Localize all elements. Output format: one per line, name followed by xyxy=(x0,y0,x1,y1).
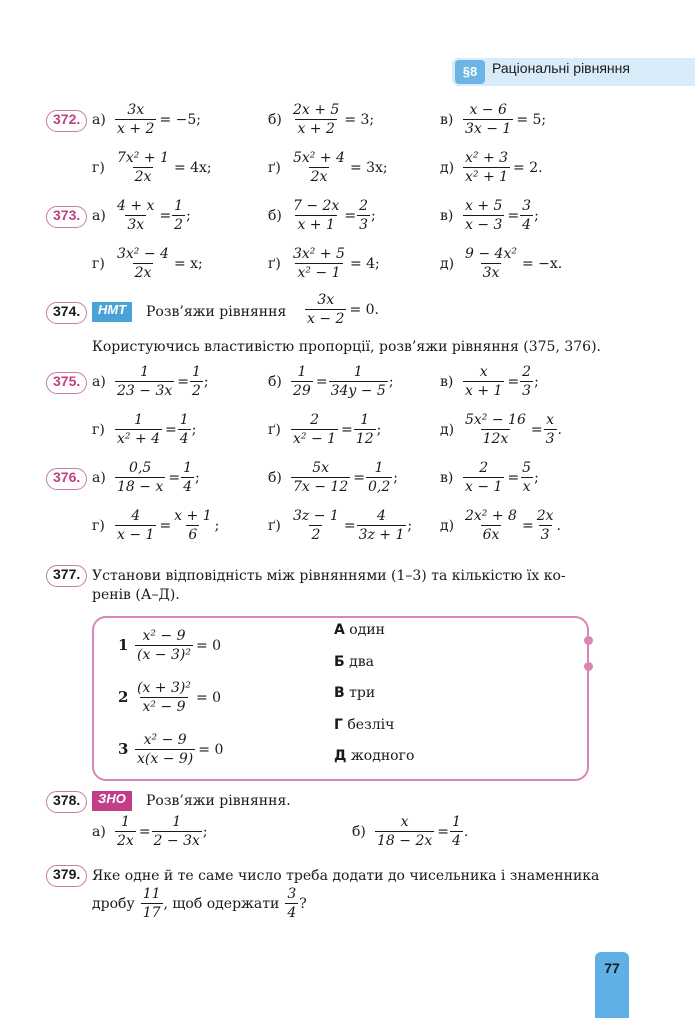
item-label: а) xyxy=(92,824,106,840)
equation xyxy=(114,150,212,185)
equation-rest: = xyxy=(437,823,449,840)
item-label: ґ) xyxy=(268,160,281,176)
equation xyxy=(462,102,546,137)
fraction xyxy=(115,508,156,543)
instruction-text: Користуючись властивістю пропорції, розв’яжи рівняння (375, 376). xyxy=(92,339,601,355)
equation-rest: = xyxy=(177,373,189,390)
problem-number-377: 377. xyxy=(46,565,87,587)
item-label: г) xyxy=(92,518,105,534)
denominator: x² − 1 xyxy=(293,431,337,447)
item-label: г) xyxy=(92,422,105,438)
problem-378-text: Розв’яжи рівняння. xyxy=(146,793,291,809)
numerator: 1 xyxy=(172,814,182,830)
equation-end: ; xyxy=(534,207,539,224)
fraction xyxy=(535,508,556,543)
denominator: 2 xyxy=(174,217,184,233)
denominator: x − 3 xyxy=(465,217,503,233)
item-label: б) xyxy=(268,208,282,224)
denominator: 2x xyxy=(134,169,152,185)
item-label: ґ) xyxy=(268,518,281,534)
fraction xyxy=(291,246,347,281)
denominator: 2 − 3x xyxy=(153,833,200,849)
denominator: 6x xyxy=(482,527,500,543)
fraction xyxy=(115,102,156,137)
decor-dot xyxy=(584,636,593,645)
equation xyxy=(290,198,376,233)
denominator: 3 xyxy=(522,383,532,399)
matching-equation xyxy=(134,732,223,767)
text-fragment: , щоб одержати xyxy=(163,895,280,912)
fraction xyxy=(520,460,533,495)
fraction xyxy=(463,150,510,185)
numerator: 9 − 4x² xyxy=(465,246,517,262)
numerator: 3 xyxy=(522,198,532,214)
equation-rest: = x; xyxy=(173,255,203,272)
equation-end: . xyxy=(557,421,562,438)
decor-dot xyxy=(584,662,593,671)
numerator: 2x xyxy=(536,508,554,524)
fraction xyxy=(172,198,185,233)
fraction xyxy=(172,508,213,543)
numerator: 2x² + 8 xyxy=(465,508,517,524)
numerator: 4 + x xyxy=(117,198,155,214)
numerator: 1 xyxy=(140,364,150,380)
fraction xyxy=(115,412,162,447)
denominator: 3 xyxy=(545,431,555,447)
problem-number-376: 376. xyxy=(46,468,87,490)
fraction xyxy=(463,412,528,447)
nmt-badge: НМТ xyxy=(92,302,132,322)
equation-end: ; xyxy=(186,207,191,224)
item-label: б) xyxy=(268,470,282,486)
denominator: 2 xyxy=(191,383,201,399)
denominator: x − 1 xyxy=(117,527,155,543)
fraction xyxy=(520,198,533,233)
denominator: x² + 4 xyxy=(117,431,161,447)
numerator: x + 5 xyxy=(465,198,503,214)
fraction xyxy=(357,508,407,543)
equation-rest: = xyxy=(344,207,357,224)
equation-rest: = 0. xyxy=(349,301,379,318)
denominator: 0,2 xyxy=(367,479,391,495)
numerator: 1 xyxy=(353,364,363,380)
equation xyxy=(374,814,468,849)
fraction xyxy=(354,412,376,447)
item-label: д) xyxy=(440,160,455,176)
numerator: 1 xyxy=(174,198,184,214)
fraction xyxy=(115,814,136,849)
equation-number: 3 xyxy=(118,740,129,758)
numerator: 1 xyxy=(191,364,201,380)
equation-rest: = xyxy=(530,421,543,438)
fraction xyxy=(115,246,171,281)
denominator: (x − 3)² xyxy=(137,647,191,663)
equation-rest: = xyxy=(315,373,328,390)
zno-badge: ЗНО xyxy=(92,791,132,811)
denominator: x + 1 xyxy=(465,383,503,399)
problem-number-374: 374. xyxy=(46,302,87,324)
item-label: г) xyxy=(92,256,105,272)
equation xyxy=(290,246,380,281)
fraction xyxy=(135,732,195,767)
item-label: ґ) xyxy=(268,422,281,438)
fraction xyxy=(463,102,513,137)
item-label: в) xyxy=(440,208,454,224)
denominator: x − 2 xyxy=(307,311,345,327)
problem-number-375: 375. xyxy=(46,372,87,394)
denominator: 6 xyxy=(188,527,198,543)
equation-end: ; xyxy=(214,517,220,534)
equation-end: ; xyxy=(202,823,208,840)
equation xyxy=(462,412,562,447)
numerator: 7x² + 1 xyxy=(117,150,169,166)
denominator: 3 xyxy=(540,527,550,543)
denominator: 2x xyxy=(134,265,152,281)
equation-rest: = xyxy=(159,517,172,534)
denominator: 34y − 5 xyxy=(330,383,386,399)
numerator: 1 xyxy=(297,364,307,380)
numerator: x xyxy=(546,412,555,428)
equation xyxy=(114,460,200,495)
denominator: 12x xyxy=(482,431,509,447)
option-text: жодного xyxy=(350,748,415,764)
equation-rest: = xyxy=(343,517,356,534)
denominator: 3z + 1 xyxy=(358,527,405,543)
denominator: 3x − 1 xyxy=(465,121,512,137)
denominator: 4 xyxy=(451,833,461,849)
denominator: 4 xyxy=(179,431,189,447)
numerator: 1 xyxy=(134,412,143,428)
numerator: 1 xyxy=(360,412,370,428)
denominator: x + 2 xyxy=(297,121,335,137)
equation-rest: = 4x; xyxy=(173,159,212,176)
item-label: б) xyxy=(268,374,282,390)
equation-end: . xyxy=(463,823,469,840)
numerator: x − 6 xyxy=(469,102,507,118)
problem-377-text-line2: ренів (А–Д). xyxy=(92,587,180,603)
equation-rest: = xyxy=(353,469,365,486)
matching-equation xyxy=(134,628,221,663)
equation-end: ; xyxy=(393,469,398,486)
numerator: 1 xyxy=(374,460,384,476)
fraction xyxy=(463,246,519,281)
fraction xyxy=(544,412,557,447)
option-letter: Д xyxy=(334,748,347,764)
numerator: 1 xyxy=(183,460,192,476)
denominator: 17 xyxy=(142,905,161,921)
numerator: 3 xyxy=(287,886,297,902)
option-letter: А xyxy=(334,622,345,638)
item-label: а) xyxy=(92,112,106,128)
equation-rest: = xyxy=(507,207,520,224)
equation xyxy=(114,364,209,399)
equation xyxy=(462,198,539,233)
equation-end: ; xyxy=(203,373,209,390)
problem-number-372: 372. xyxy=(46,110,87,132)
denominator: 12 xyxy=(355,431,374,447)
fraction xyxy=(329,364,388,399)
equation-rest: = 0 xyxy=(195,689,222,706)
equation xyxy=(290,460,398,495)
option-text: один xyxy=(349,622,386,638)
denominator: 2 xyxy=(311,527,321,543)
denominator: x xyxy=(522,479,531,495)
equation xyxy=(290,102,374,137)
item-label: д) xyxy=(440,422,455,438)
fraction xyxy=(463,460,504,495)
problem-374-equation xyxy=(304,292,379,327)
fraction xyxy=(463,364,504,399)
numerator: (x + 3)² xyxy=(137,680,191,696)
denominator: x − 1 xyxy=(465,479,503,495)
equation xyxy=(114,814,208,849)
numerator: 3x xyxy=(127,102,145,118)
item-label: а) xyxy=(92,470,106,486)
option-text: три xyxy=(349,685,376,701)
answer-option xyxy=(334,654,374,670)
numerator: x² − 9 xyxy=(143,732,187,748)
fraction xyxy=(520,364,533,399)
fraction xyxy=(375,814,434,849)
numerator: 1 xyxy=(120,814,130,830)
equation-number: 1 xyxy=(118,636,129,654)
numerator: 3x² + 5 xyxy=(293,246,345,262)
numerator: 2 xyxy=(522,364,532,380)
numerator: 2x + 5 xyxy=(293,102,340,118)
denominator: 2x xyxy=(117,833,134,849)
answer-option xyxy=(334,622,385,638)
page-number: 77 xyxy=(604,960,620,976)
numerator: 4 xyxy=(131,508,141,524)
denominator: x + 1 xyxy=(297,217,335,233)
equation-rest: = −x. xyxy=(521,255,563,272)
item-label: в) xyxy=(440,470,454,486)
numerator: x xyxy=(479,364,488,380)
numerator: 2 xyxy=(310,412,319,428)
denominator: 4 xyxy=(287,905,297,921)
fraction xyxy=(115,364,174,399)
denominator: 7x − 12 xyxy=(293,479,349,495)
denominator: 18 − 2x xyxy=(377,833,433,849)
item-label: а) xyxy=(92,208,106,224)
problem-374-text: Розв’яжи рівняння xyxy=(146,304,287,320)
equation xyxy=(462,364,539,399)
equation-rest: = 5; xyxy=(516,111,547,128)
numerator: 2 xyxy=(479,460,489,476)
text-fragment: ? xyxy=(299,895,307,912)
equation-rest: = xyxy=(168,469,181,486)
numerator: 0,5 xyxy=(129,460,152,476)
problem-379-text-line1: Яке одне й те саме число треба додати до чисельника і знаменника xyxy=(92,868,600,884)
denominator: 3x xyxy=(127,217,145,233)
problem-number-373: 373. xyxy=(46,206,87,228)
fraction xyxy=(463,508,519,543)
equation-rest: = 3x; xyxy=(349,159,388,176)
equation-rest: = xyxy=(138,823,151,840)
equation xyxy=(290,508,412,543)
equation-rest: = xyxy=(507,469,520,486)
equation xyxy=(290,150,388,185)
equation-end: ; xyxy=(191,421,197,438)
equation xyxy=(462,460,539,495)
fraction xyxy=(291,460,350,495)
option-letter: В xyxy=(334,685,345,701)
answer-option xyxy=(334,717,394,733)
numerator: 1 xyxy=(179,412,189,428)
fraction xyxy=(366,460,392,495)
equation-end: ; xyxy=(371,207,376,224)
equation-rest: = 3; xyxy=(344,111,375,128)
numerator: 7 − 2x xyxy=(293,198,340,214)
equation xyxy=(462,508,561,543)
numerator: 5x² − 16 xyxy=(465,412,526,428)
problem-number-378: 378. xyxy=(46,791,87,813)
item-label: в) xyxy=(440,112,454,128)
option-letter: Г xyxy=(334,716,343,733)
numerator: 3x² − 4 xyxy=(117,246,169,262)
problem-377-text-line1: Установи відповідність між рівняннями (1–3) та кількістю їх ко- xyxy=(92,568,566,584)
denominator: 29 xyxy=(293,383,311,399)
fraction xyxy=(135,628,193,663)
denominator: 18 − x xyxy=(117,479,164,495)
equation-end: ; xyxy=(534,373,539,390)
item-label: в) xyxy=(440,374,454,390)
equation-end: ; xyxy=(407,517,413,534)
denominator: x² + 1 xyxy=(465,169,509,185)
answer-option xyxy=(334,685,375,701)
numerator: 4 xyxy=(377,508,386,524)
equation xyxy=(462,150,543,185)
equation-rest: = −5; xyxy=(159,111,201,128)
numerator: x xyxy=(400,814,409,830)
numerator: x + 1 xyxy=(174,508,212,524)
denominator: 3x xyxy=(482,265,500,281)
equation-rest: = xyxy=(159,207,172,224)
item-label: а) xyxy=(92,374,106,390)
equation-rest: = 0 xyxy=(198,741,224,758)
fraction xyxy=(291,150,347,185)
numerator: 3x xyxy=(317,292,335,308)
denominator: 23 − 3x xyxy=(117,383,173,399)
fraction xyxy=(291,508,341,543)
option-text: безліч xyxy=(347,716,395,733)
fraction xyxy=(291,198,341,233)
fraction xyxy=(181,460,194,495)
equation-rest: = xyxy=(165,421,177,438)
equation xyxy=(114,102,201,137)
item-label: б) xyxy=(268,112,282,128)
section-number: §8 xyxy=(455,60,485,84)
text-fragment: дробу xyxy=(92,895,135,912)
problem-number-379: 379. xyxy=(46,865,87,887)
fraction xyxy=(190,364,203,399)
equation-end: ; xyxy=(195,469,200,486)
denominator: 4 xyxy=(183,479,192,495)
equation xyxy=(114,198,191,233)
numerator: 11 xyxy=(142,886,161,902)
numerator: 5x xyxy=(312,460,330,476)
matching-equation xyxy=(134,680,221,715)
fraction xyxy=(178,412,191,447)
denominator: 3 xyxy=(359,217,368,233)
equation-rest: = xyxy=(507,373,520,390)
item-label: д) xyxy=(440,256,455,272)
equation-number: 2 xyxy=(118,688,129,706)
answer-option xyxy=(334,748,414,764)
fraction xyxy=(463,198,504,233)
denominator: x(x − 9) xyxy=(137,751,194,767)
equation xyxy=(290,364,394,399)
item-label: б) xyxy=(352,824,366,840)
numerator: x² + 3 xyxy=(465,150,509,166)
problem-379-text-line2 xyxy=(92,886,307,921)
denominator: x + 2 xyxy=(117,121,155,137)
denominator: x² − 1 xyxy=(297,265,341,281)
section-title: Раціональні рівняння xyxy=(492,60,630,76)
fraction xyxy=(357,198,370,233)
equation-end: ; xyxy=(376,421,382,438)
denominator: 2x xyxy=(310,169,328,185)
fraction xyxy=(115,198,156,233)
fraction xyxy=(291,364,313,399)
fraction xyxy=(115,150,171,185)
equation-rest: = xyxy=(521,517,534,534)
denominator: x² − 9 xyxy=(142,699,186,715)
numerator: 1 xyxy=(451,814,461,830)
item-label: д) xyxy=(440,518,455,534)
fraction xyxy=(291,102,341,137)
fraction xyxy=(115,460,165,495)
equation-end: ; xyxy=(534,469,539,486)
equation-rest: = 4; xyxy=(349,255,380,272)
numerator: 5x² + 4 xyxy=(293,150,345,166)
fraction xyxy=(152,814,202,849)
denominator: 4 xyxy=(522,217,532,233)
fraction xyxy=(291,412,338,447)
equation xyxy=(114,246,203,281)
numerator: x² − 9 xyxy=(142,628,186,644)
equation-rest: = 2. xyxy=(513,159,543,176)
equation xyxy=(114,412,196,447)
equation xyxy=(114,508,219,543)
item-label: г) xyxy=(92,160,105,176)
numerator: 5 xyxy=(522,460,532,476)
fraction xyxy=(450,814,463,849)
fraction xyxy=(135,680,193,715)
equation xyxy=(290,412,381,447)
equation-end: ; xyxy=(388,373,394,390)
option-letter: Б xyxy=(334,653,345,670)
equation-rest: = 0 xyxy=(195,637,222,654)
option-text: два xyxy=(349,653,374,670)
equation xyxy=(462,246,562,281)
equation-end: . xyxy=(556,517,561,534)
numerator: 2 xyxy=(359,198,368,214)
numerator: 3z − 1 xyxy=(293,508,339,524)
equation-rest: = xyxy=(341,421,353,438)
item-label: ґ) xyxy=(268,256,281,272)
